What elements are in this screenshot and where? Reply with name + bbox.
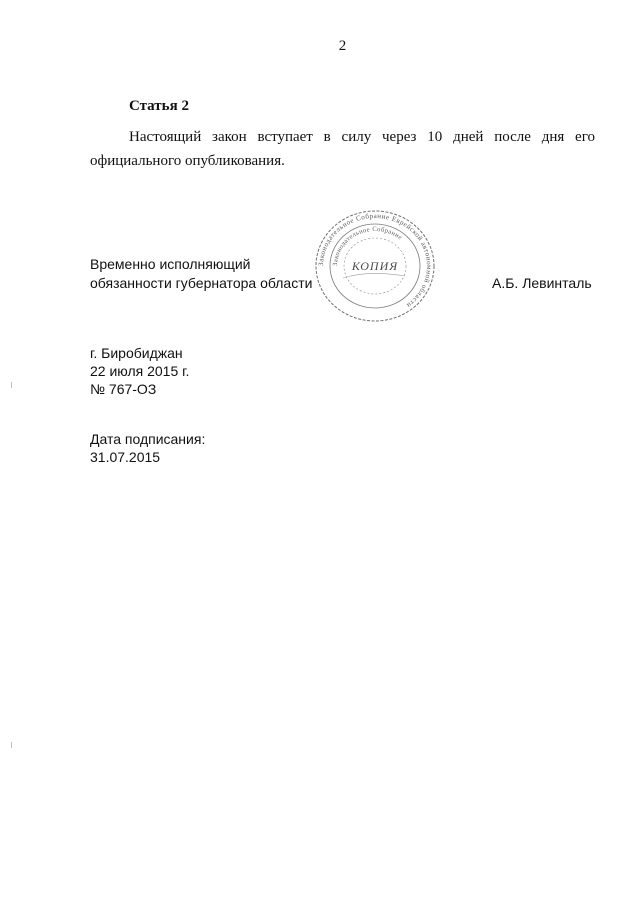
- article-text-line-2: официального опубликования.: [90, 153, 285, 169]
- official-stamp: [313, 208, 437, 324]
- signer-position-line-1: Временно исполняющий: [90, 256, 251, 272]
- article-heading: Статья 2: [129, 98, 189, 114]
- page-number: 2: [338, 38, 347, 54]
- signing-date-label: Дата подписания:: [90, 431, 206, 447]
- law-number: № 767-ОЗ: [90, 381, 157, 397]
- signer-position-line-2: обязанности губернатора области: [90, 275, 313, 291]
- stamp-inner-text: Законодательное Собрание: [331, 225, 404, 267]
- signer-name: А.Б. Левинталь: [492, 275, 592, 291]
- stamp-outer-text: Законодательное Собрание Еврейской автономной области: [316, 211, 434, 310]
- margin-mark: [11, 742, 12, 748]
- law-date: 22 июля 2015 г.: [90, 363, 190, 379]
- article-text-line-1: Настоящий закон вступает в силу через 10 дней после дня его: [129, 129, 595, 145]
- signing-date-value: 31.07.2015: [90, 449, 161, 465]
- place-city: г. Биробиджан: [90, 345, 183, 361]
- margin-mark: [11, 382, 12, 388]
- stamp-center-text: КОПИЯ: [351, 259, 399, 273]
